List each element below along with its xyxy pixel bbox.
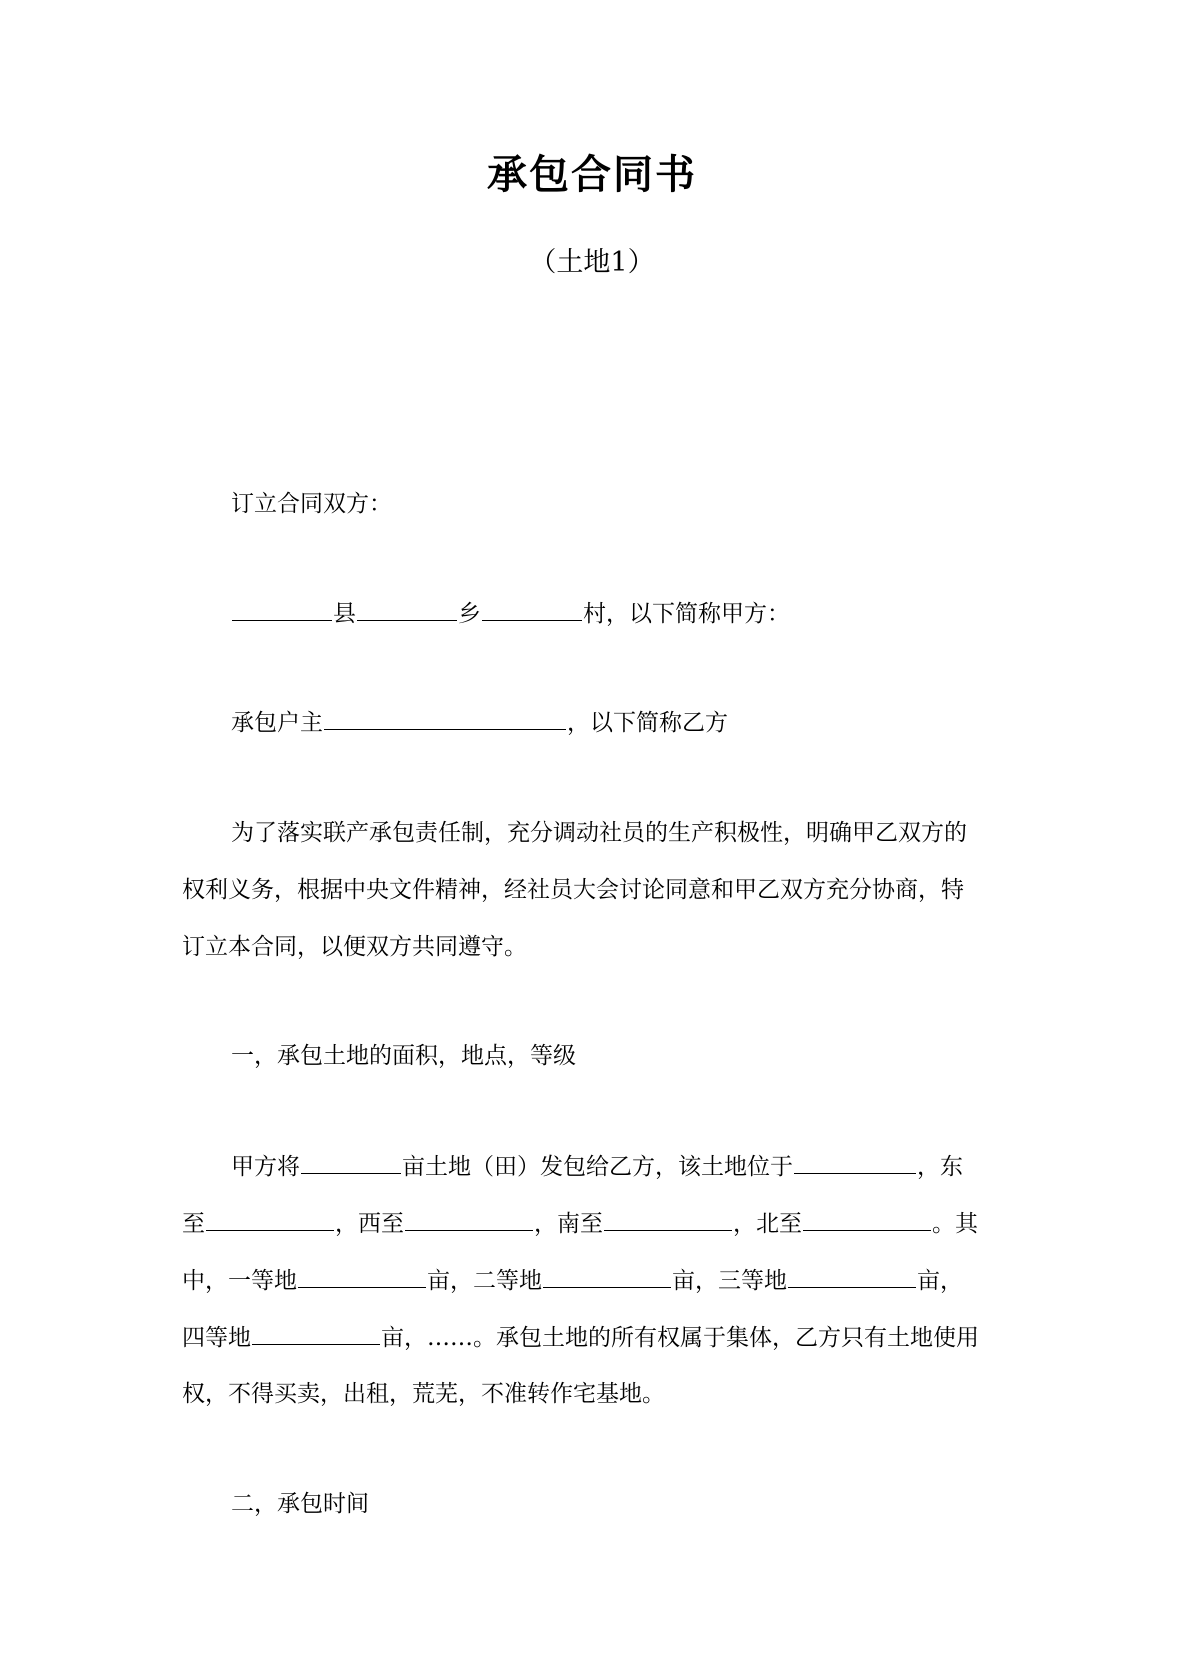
text-segment: 至 bbox=[182, 1211, 205, 1237]
text-segment: 四等地 bbox=[182, 1325, 251, 1351]
text-segment: 亩， bbox=[917, 1268, 963, 1294]
section-2-heading: 二，承包时间 bbox=[231, 1491, 369, 1517]
text-segment: 中，一等地 bbox=[182, 1268, 297, 1294]
text-segment: ，南至 bbox=[534, 1211, 603, 1237]
grade-3-blank[interactable] bbox=[788, 1265, 916, 1288]
party-a-line bbox=[231, 598, 790, 629]
text-segment: 亩土地（田）发包给乙方，该土地位于 bbox=[402, 1154, 793, 1180]
text-segment: 。其 bbox=[932, 1211, 978, 1237]
document-title: 承包合同书 bbox=[487, 152, 697, 198]
west-boundary-blank[interactable] bbox=[405, 1208, 533, 1231]
party-b-suffix: ，以下简称乙方 bbox=[567, 710, 728, 736]
county-label: 县 bbox=[333, 601, 356, 627]
section-1-line-3 bbox=[182, 1265, 963, 1296]
section-1-line-4 bbox=[182, 1322, 979, 1353]
preamble-line-2: 权利义务，根据中央文件精神，经社员大会讨论同意和甲乙双方充分协商，特 bbox=[182, 877, 964, 903]
township-label: 乡 bbox=[458, 601, 481, 627]
text-segment: 亩，三等地 bbox=[672, 1268, 787, 1294]
section-1-line-1 bbox=[231, 1151, 963, 1182]
preamble-line-1: 为了落实联产承包责任制，充分调动社员的生产积极性，明确甲乙双方的 bbox=[231, 820, 967, 846]
text-segment: 亩，……。承包土地的所有权属于集体，乙方只有土地使用 bbox=[381, 1325, 979, 1351]
text-segment: ，北至 bbox=[733, 1211, 802, 1237]
area-blank[interactable] bbox=[301, 1151, 401, 1174]
text-segment: ，西至 bbox=[335, 1211, 404, 1237]
party-b-line bbox=[231, 707, 728, 738]
section-1-line-5: 权，不得买卖，出租，荒芜，不准转作宅基地。 bbox=[182, 1381, 665, 1407]
grade-4-blank[interactable] bbox=[252, 1322, 380, 1345]
section-1-heading: 一，承包土地的面积，地点，等级 bbox=[231, 1043, 576, 1069]
parties-heading: 订立合同双方： bbox=[231, 491, 392, 517]
grade-1-blank[interactable] bbox=[298, 1265, 426, 1288]
county-blank[interactable] bbox=[232, 598, 332, 621]
east-boundary-blank[interactable] bbox=[206, 1208, 334, 1231]
village-blank[interactable] bbox=[482, 598, 582, 621]
party-b-prefix: 承包户主 bbox=[231, 710, 323, 736]
document-subtitle: （土地1） bbox=[529, 247, 655, 278]
text-segment: 亩，二等地 bbox=[427, 1268, 542, 1294]
south-boundary-blank[interactable] bbox=[604, 1208, 732, 1231]
grade-2-blank[interactable] bbox=[543, 1265, 671, 1288]
section-1-line-2 bbox=[182, 1208, 978, 1239]
village-label: 村，以下简称甲方： bbox=[583, 601, 790, 627]
north-boundary-blank[interactable] bbox=[803, 1208, 931, 1231]
location-blank[interactable] bbox=[794, 1151, 916, 1174]
text-segment: 甲方将 bbox=[231, 1154, 300, 1180]
contractor-name-blank[interactable] bbox=[324, 707, 566, 730]
text-segment: ，东 bbox=[917, 1154, 963, 1180]
preamble-line-3: 订立本合同，以便双方共同遵守。 bbox=[182, 934, 527, 960]
township-blank[interactable] bbox=[357, 598, 457, 621]
